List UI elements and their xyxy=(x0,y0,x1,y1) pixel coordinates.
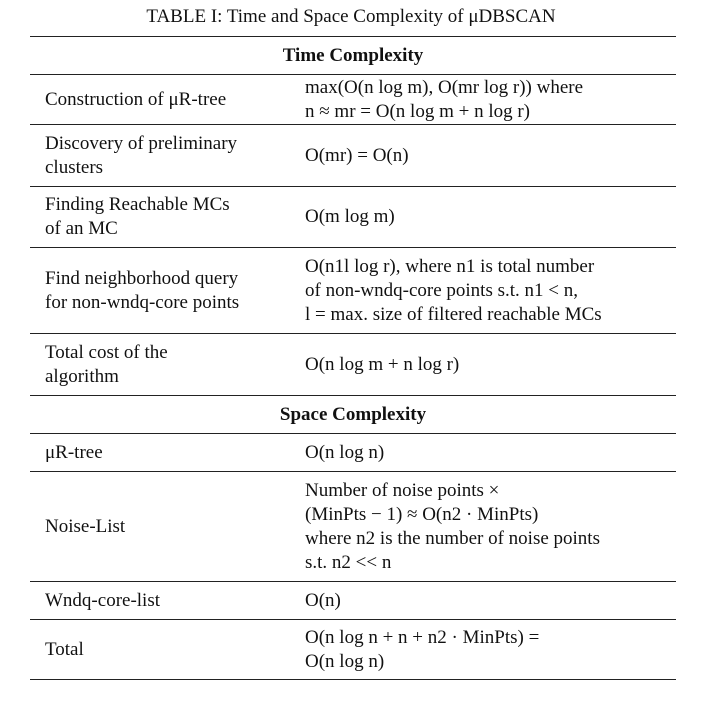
row-label: Noise-List xyxy=(45,515,126,537)
table-row xyxy=(30,472,676,582)
table-row xyxy=(30,582,676,620)
row-value: O(n log n + n + n2 · MinPts) = O(n log n) xyxy=(305,626,540,672)
table-row xyxy=(30,187,676,248)
row-value: O(n log m + n log r) xyxy=(305,353,460,375)
row-label: Total xyxy=(45,638,84,660)
row-label: μR-tree xyxy=(45,441,103,463)
time-section-header xyxy=(30,37,676,75)
row-label: Find neighborhood query for non-wndq-core points xyxy=(45,267,240,313)
space-section-title: Space Complexity xyxy=(279,403,427,425)
table-row xyxy=(30,620,676,680)
table-row xyxy=(30,75,676,125)
table-row xyxy=(30,125,676,187)
table-caption: TABLE I: Time and Space Complexity of μDBSCAN xyxy=(146,6,556,27)
table-row xyxy=(30,434,676,472)
row-label: Finding Reachable MCs of an MC xyxy=(45,194,230,239)
row-value: O(n log n) xyxy=(305,441,385,463)
row-label: Construction of μR-tree xyxy=(45,88,227,110)
row-value: O(n1l log r), where n1 is total number of non-wndq-core points s.t. n1 < n, l = max. size of filtered reachable MCs xyxy=(305,255,602,325)
row-value: O(mr) = O(n) xyxy=(305,144,409,166)
complexity-table xyxy=(30,36,676,680)
row-value: O(m log m) xyxy=(305,206,395,227)
row-value: O(n) xyxy=(305,589,341,611)
table-row xyxy=(30,248,676,334)
row-value: Number of noise points × (MinPts − 1) ≈ O(n2 · MinPts) where n2 is the number of noise points s.t. n2 << n xyxy=(305,479,600,573)
table-row xyxy=(30,334,676,396)
time-section-title: Time Complexity xyxy=(282,44,424,66)
row-label: Wndq-core-list xyxy=(45,589,161,611)
row-label: Discovery of preliminary clusters xyxy=(45,132,238,178)
row-label: Total cost of the algorithm xyxy=(45,341,168,387)
row-value: max(O(n log m), O(mr log r)) where n ≈ mr = O(n log m + n log r) xyxy=(305,76,584,122)
space-section-header xyxy=(30,396,676,434)
